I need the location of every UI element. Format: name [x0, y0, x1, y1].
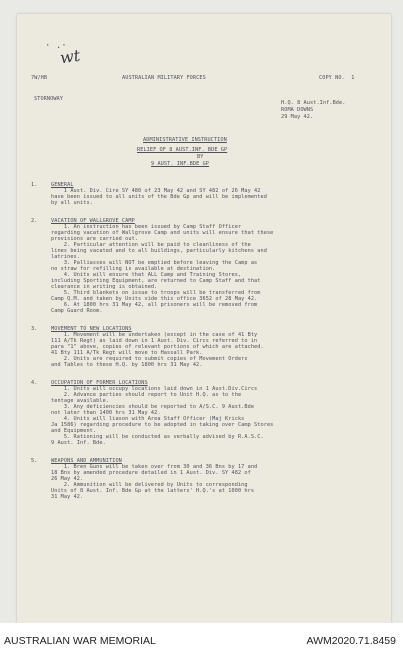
section-heading: GENERAL	[51, 182, 74, 188]
hq-line-1: H.Q. 8 Aust.Inf.Bde.	[281, 100, 346, 106]
section-line: and Equipment.	[51, 428, 97, 434]
section-line: 31 May 42.	[51, 494, 84, 500]
section-line: 4. Units will liason with Area Staff Officer (Maj Kricks	[51, 416, 245, 422]
pencil-mark: · .·	[45, 41, 67, 51]
sub-title: RELIEF OF 8 AUST.INF. BDE GP	[137, 147, 228, 153]
section-line: latrines.	[51, 254, 81, 260]
section-line: regarding vacation of Wallgrove Camp and units will ensure that these	[51, 230, 274, 236]
section-heading: VACATION OF WALLGROVE CAMP	[51, 218, 135, 224]
hq-line-2: ROMA DOWNS	[281, 107, 314, 113]
reference-code: 7W/HB	[31, 75, 48, 81]
hq-date: 29 May 42.	[281, 114, 314, 120]
section-line: Units of 8 Aust. Inf. Bde Gp at the latters' H.Q.'s at 1000 hrs	[51, 488, 255, 494]
section-line: 1 Aust. Div. Cire SY 480 of 23 May 42 and SY 482 of 26 May 42	[51, 188, 261, 194]
section-line: 5. Rationing will be conducted as verbally advised by R.A.S.C.	[51, 434, 264, 440]
section-line: provisions are carried out.	[51, 236, 139, 242]
section-line: including Sporting Equipment, are returned to Camp Staff and that	[51, 278, 261, 284]
section-number: 5.	[31, 458, 38, 464]
section-line: no straw for refilling is available at destination.	[51, 266, 216, 272]
section-line: 1. Bren Guns will be taken over from 30 and 36 Bns by 17 and	[51, 464, 258, 470]
by-unit: 9 AUST. INF.BDE GP	[151, 161, 210, 167]
section-line: 2. Units are required to submit copies of Movement Orders	[51, 356, 248, 362]
section-heading: OCCUPATION OF FORMER LOCATIONS	[51, 380, 148, 386]
section-line: 1. Movement will be undertaken (except in the case of 41 Bty	[51, 332, 258, 338]
document-sheet	[17, 14, 391, 623]
section-line: 6. At 1800 hrs 31 May 42, all prisoners will be removed from	[51, 302, 258, 308]
section-line: 3. Palliasses will NOT be emptied before leaving the Camp as	[51, 260, 258, 266]
footer-accession-number: AWM2020.71.8459	[306, 635, 396, 647]
section-number: 3.	[31, 326, 38, 332]
section-line: 18 Bns by amended procedure detailed in 1 Aust. Div. SY 482 of	[51, 470, 251, 476]
section-line: para "1" above, copies of relevant portions of which are attached.	[51, 344, 264, 350]
document-header-title: AUSTRALIAN MILITARY FORCES	[122, 75, 206, 81]
section-number: 4.	[31, 380, 38, 386]
section-line: Camp Guard Room.	[51, 308, 103, 314]
section-line: 4. Units will ensure that ALL Camp and Training Stores,	[51, 272, 242, 278]
section-line: 111 A/Tk Regt) as laid down in 1 Aust. Div. Circs referred to in	[51, 338, 258, 344]
section-line: 1. An instruction has been issued by Camp Staff Officer	[51, 224, 242, 230]
by-label: BY	[197, 154, 204, 160]
section-number: 1.	[31, 182, 38, 188]
section-line: 2. Advance parties should report to Unit H.Q. as to the	[51, 392, 242, 398]
archive-footer	[0, 623, 403, 653]
section-line: 41 Bty 111 A/Tk Regt will move to Hassall Park.	[51, 350, 203, 356]
section-line: Ja 1586) regarding procedure to be adopted in taking over Camp Stores	[51, 422, 274, 428]
section-line: 3. Any deficiencies should be reported to A/S.C. 9 Aust.Bde	[51, 404, 255, 410]
section-line: 26 May 42.	[51, 476, 84, 482]
section-line: clearance in writing is obtained.	[51, 284, 158, 290]
handwritten-initials: wt	[58, 45, 82, 68]
section-number: 2.	[31, 218, 38, 224]
section-line: 5. Third blankets on issue to troops will be transferred from	[51, 290, 261, 296]
section-line: 1. Units will occupy locations laid down in 1 Aust.Div.Circs	[51, 386, 258, 392]
section-heading: MOVEMENT TO NEW LOCATIONS	[51, 326, 132, 332]
section-line: 2. Ammunition will be delivered by Units to corresponding	[51, 482, 248, 488]
section-line: have been issued to all units of the Bde Gp and will be implemented	[51, 194, 267, 200]
footer-institution: AUSTRALIAN WAR MEMORIAL	[4, 635, 156, 647]
section-heading: WEAPONS AND AMMUNITION	[51, 458, 122, 464]
section-line: and Tables to these H.Q. by 1800 hrs 31 May 42.	[51, 362, 203, 368]
section-line: 2. Particular attention will be paid to cleanliness of the	[51, 242, 251, 248]
section-line: tentage available.	[51, 398, 110, 404]
section-line: 9 Aust. Inf. Bde.	[51, 440, 106, 446]
main-title: ADMINISTRATIVE INSTRUCTION	[143, 137, 227, 143]
stornoway-label: STORNOWAY	[34, 96, 64, 102]
section-line: by all units.	[51, 200, 93, 206]
section-line: not later than 1400 hrs 31 May 42.	[51, 410, 161, 416]
section-line: lines being vacated and to all buildings, particularly kitchens and	[51, 248, 267, 254]
section-line: Camp Q.M. and taken by Units vide this office 3652 of 28 May 42.	[51, 296, 258, 302]
copy-number: COPY NO. 1	[319, 75, 355, 81]
